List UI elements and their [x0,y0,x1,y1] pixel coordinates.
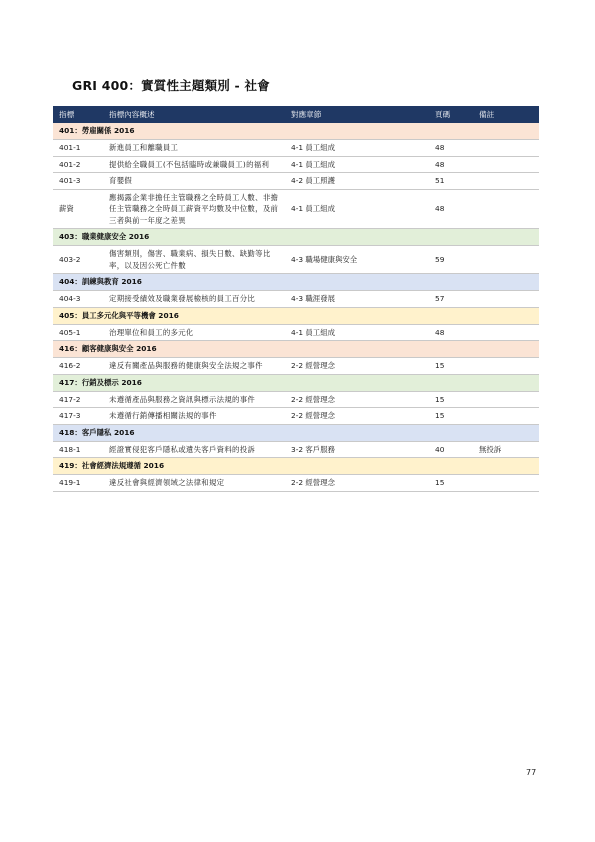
header-remark: 備註 [473,106,539,123]
indicator-description: 傷害類別，傷害、職業病、損失日數、缺勤等比率，以及因公死亡件數 [103,246,285,274]
indicator-description: 違反社會與經濟領域之法律和規定 [103,475,285,492]
section-label: 417：行銷及標示 2016 [53,374,539,391]
chapter-reference: 4-1 員工組成 [285,140,429,157]
indicator-description: 經證實侵犯客戶隱私或遺失客戶資料的投訴 [103,441,285,458]
remark: 無投訴 [473,441,539,458]
page-reference: 15 [429,391,473,408]
section-label: 404：訓練與教育 2016 [53,274,539,291]
indicator-description: 提供給全職員工(不包括臨時或兼職員工)的福利 [103,156,285,173]
chapter-reference: 4-2 員工照護 [285,173,429,190]
table-header-row [53,106,539,123]
section-row [53,341,539,358]
section-row [53,229,539,246]
section-label: 403：職業健康安全 2016 [53,229,539,246]
indicator-code: 401-2 [53,156,103,173]
indicator-code: 薪資 [53,189,103,229]
chapter-reference: 4-1 員工組成 [285,189,429,229]
table-row [53,391,539,408]
chapter-reference: 4-1 員工組成 [285,156,429,173]
header-indicator: 指標 [53,106,103,123]
indicator-code: 405-1 [53,324,103,341]
header-page: 頁碼 [429,106,473,123]
page-reference: 48 [429,324,473,341]
indicator-description: 未遵循行銷傳播相關法規的事件 [103,408,285,425]
indicator-description: 育嬰假 [103,173,285,190]
section-label: 416：顧客健康與安全 2016 [53,341,539,358]
page-reference: 48 [429,156,473,173]
section-row [53,123,539,140]
remark [473,408,539,425]
indicator-description: 違反有關產品與服務的健康與安全法規之事件 [103,358,285,375]
section-label: 418：客戶隱私 2016 [53,424,539,441]
page-reference: 57 [429,291,473,308]
section-row [53,424,539,441]
page-number: 77 [526,768,537,777]
chapter-reference: 2-2 經營理念 [285,408,429,425]
indicator-description: 治理單位和員工的多元化 [103,324,285,341]
indicator-code: 403-2 [53,246,103,274]
remark [473,475,539,492]
remark [473,324,539,341]
table-row [53,140,539,157]
remark [473,291,539,308]
indicator-code: 417-3 [53,408,103,425]
remark [473,140,539,157]
indicator-code: 418-1 [53,441,103,458]
page-reference: 40 [429,441,473,458]
indicator-description: 新進員工和離職員工 [103,140,285,157]
remark [473,246,539,274]
header-description: 指標內容概述 [103,106,285,123]
page-title: GRI 400：實質性主題類別 - 社會 [72,78,270,93]
chapter-reference: 2-2 經營理念 [285,475,429,492]
indicator-code: 419-1 [53,475,103,492]
header-chapter: 對應章節 [285,106,429,123]
indicator-description: 應揭露企業非擔任主管職務之全時員工人數、非擔任主管職務之全時員工薪資平均數及中位數，及前三者與前一年度之差異 [103,189,285,229]
section-label: 405：員工多元化與平等機會 2016 [53,307,539,324]
indicator-description: 未遵循產品與服務之資訊與標示法規的事件 [103,391,285,408]
remark [473,189,539,229]
table-row [53,358,539,375]
page-reference: 59 [429,246,473,274]
chapter-reference: 4-3 職場健康與安全 [285,246,429,274]
indicator-code: 401-3 [53,173,103,190]
section-label: 401：勞雇關係 2016 [53,123,539,140]
gri-index-table [53,106,539,492]
table-row [53,441,539,458]
page-reference: 48 [429,140,473,157]
table-row [53,408,539,425]
chapter-reference: 2-2 經營理念 [285,391,429,408]
section-row [53,374,539,391]
page-reference: 15 [429,475,473,492]
remark [473,156,539,173]
section-label: 419：社會經濟法規遵循 2016 [53,458,539,475]
indicator-code: 416-2 [53,358,103,375]
page-reference: 51 [429,173,473,190]
table-row [53,173,539,190]
table-row [53,156,539,173]
page-reference: 48 [429,189,473,229]
remark [473,391,539,408]
indicator-code: 401-1 [53,140,103,157]
table-row [53,291,539,308]
section-row [53,458,539,475]
section-row [53,274,539,291]
table-row [53,324,539,341]
page-reference: 15 [429,358,473,375]
chapter-reference: 4-3 職涯發展 [285,291,429,308]
remark [473,173,539,190]
chapter-reference: 4-1 員工組成 [285,324,429,341]
table-row [53,189,539,229]
indicator-code: 417-2 [53,391,103,408]
page-reference: 15 [429,408,473,425]
table-row [53,475,539,492]
section-row [53,307,539,324]
chapter-reference: 2-2 經營理念 [285,358,429,375]
chapter-reference: 3-2 客戶服務 [285,441,429,458]
table-row [53,246,539,274]
remark [473,358,539,375]
indicator-description: 定期接受績效及職業發展檢核的員工百分比 [103,291,285,308]
indicator-code: 404-3 [53,291,103,308]
